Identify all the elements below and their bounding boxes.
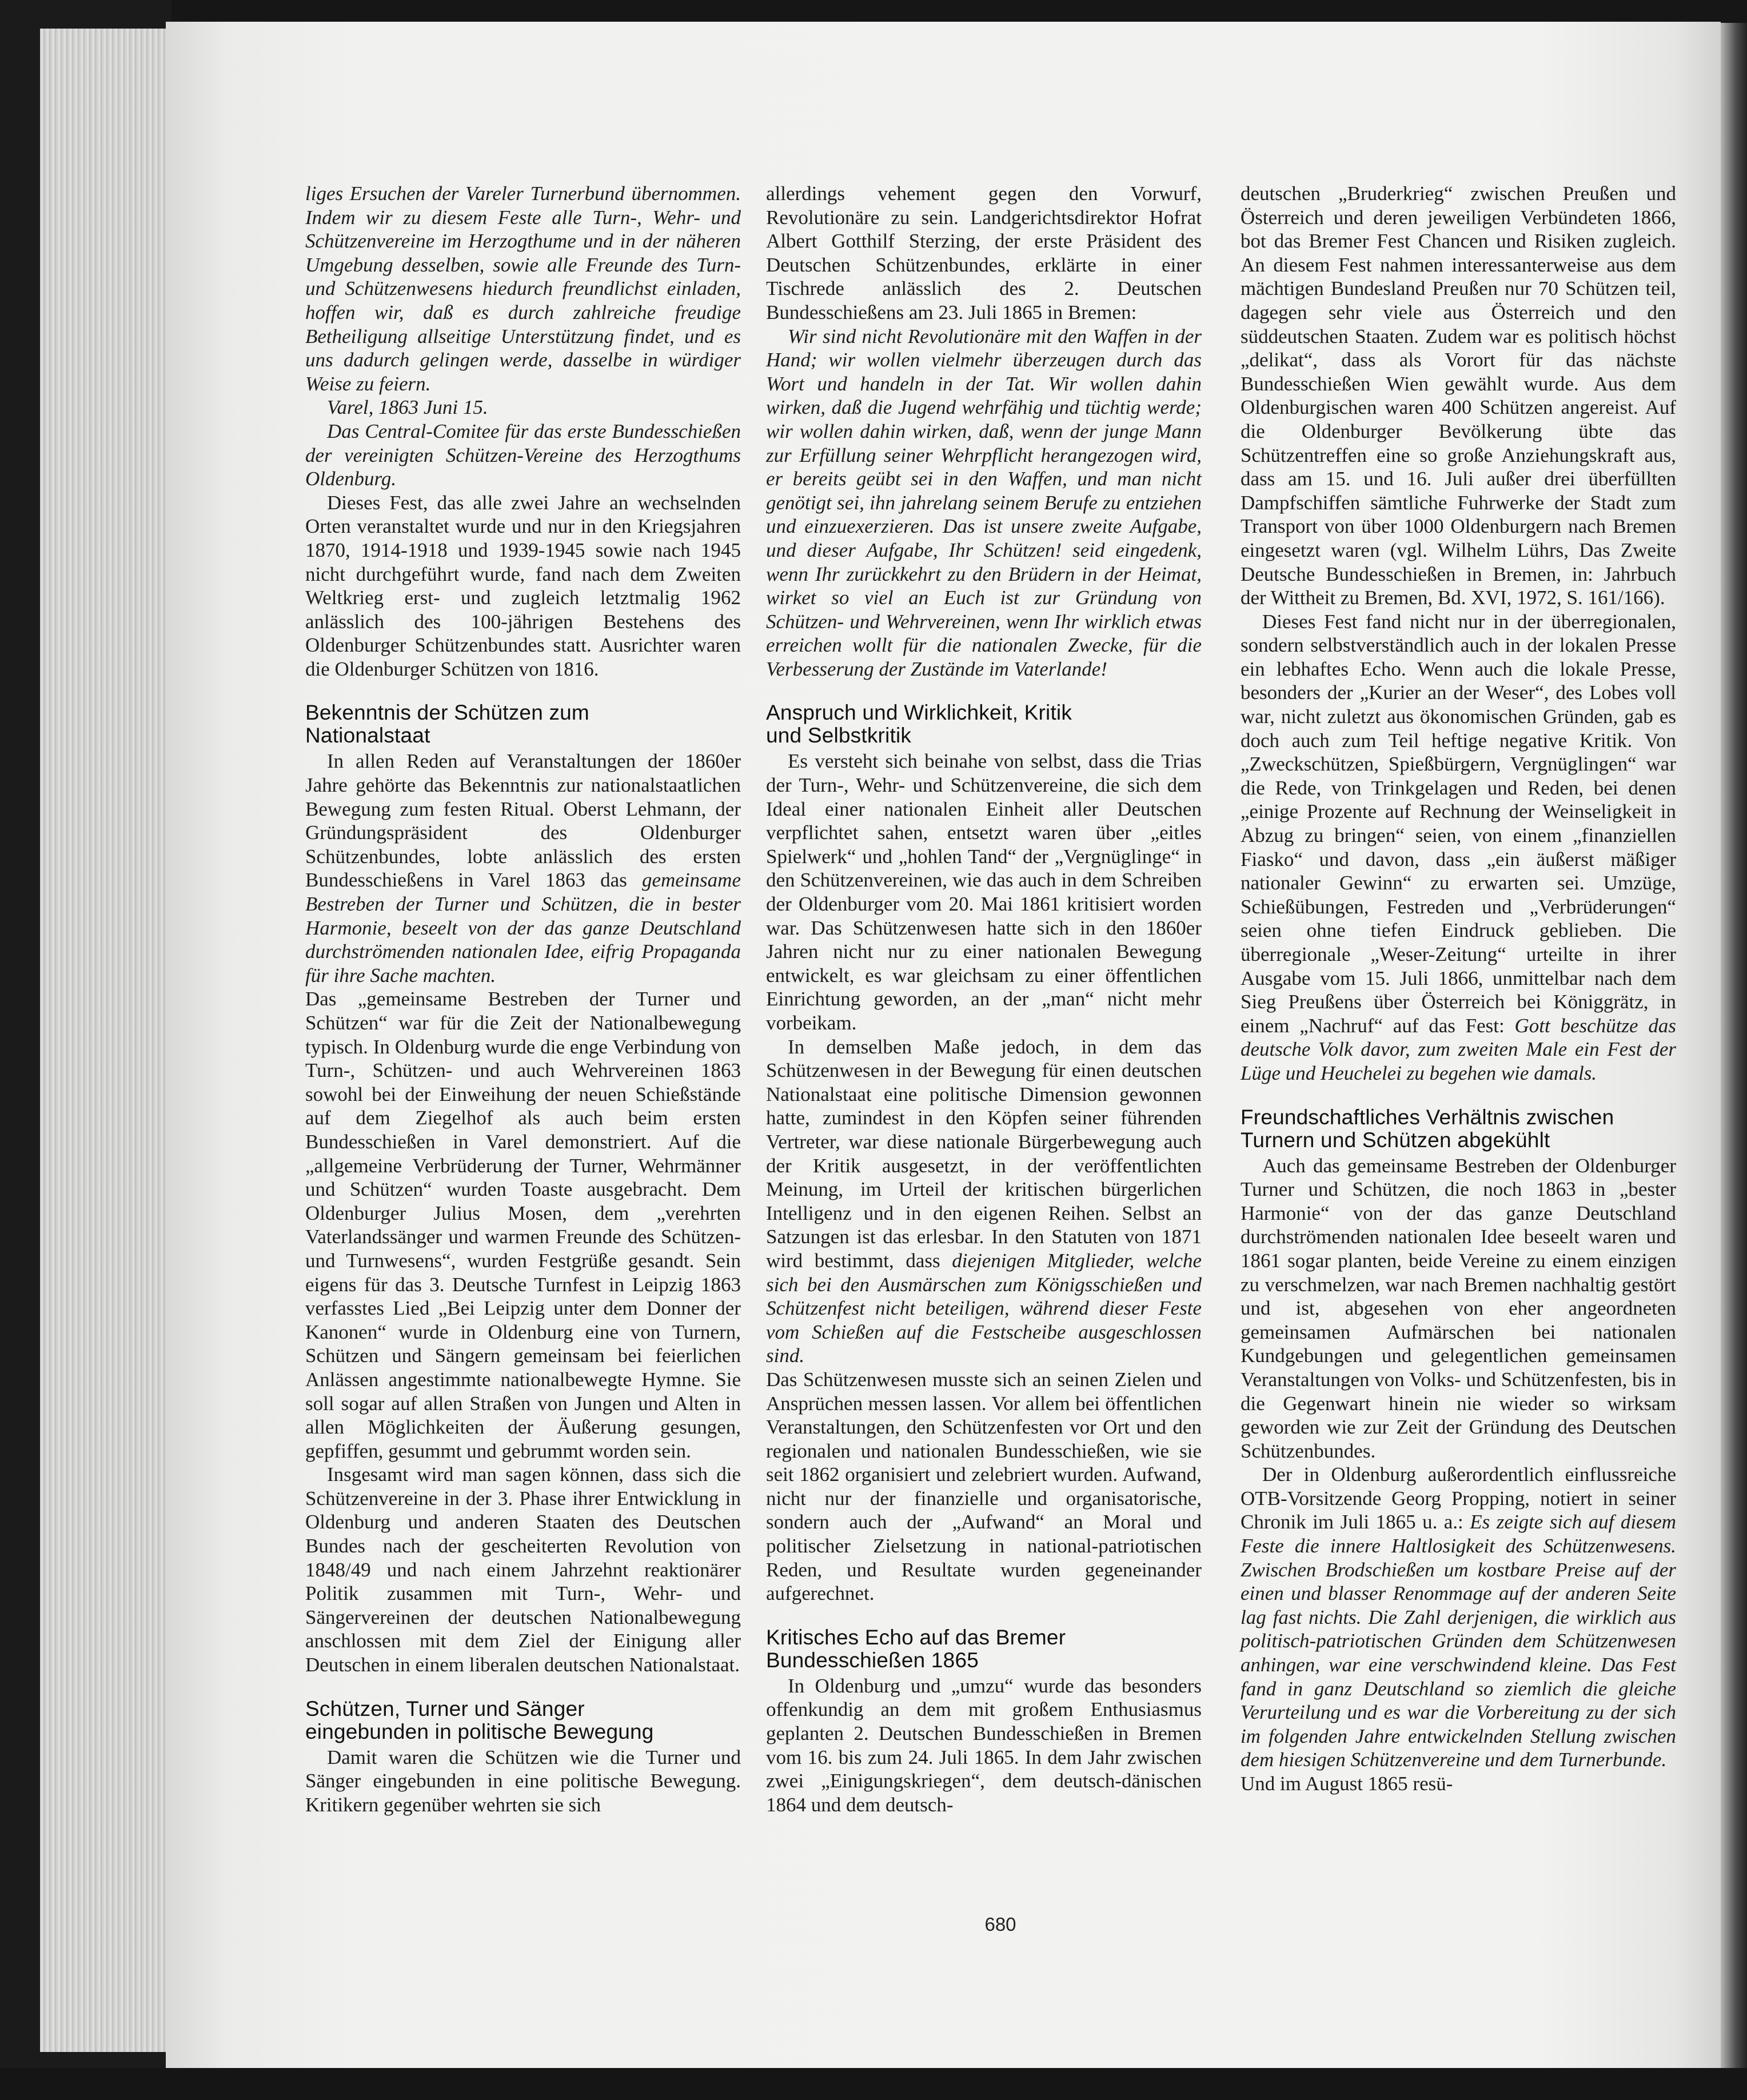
- heading-line: Anspruch und Wirklichkeit, Kritik: [766, 701, 1072, 725]
- paragraph: [1241, 1463, 1676, 1772]
- paragraph: [766, 1368, 1202, 1606]
- body-text: Auch das gemeinsame Bestreben der Oldenburger Turner und Schützen, die noch 1863 in „bester Harmonie“ von der das ganze Deutschland durchströmenden nationalen Idee beseelt waren und 1861 sogar planten, beide Vereine zu einem einzigen zu verschmelzen, war nach Bremen nachhaltig gestört und ist, abgesehen von eher angeordneten gemeinsamen Aufmärschen bei nationalen Kundgebungen und gelegentlichen gemeinsamen Veranstaltungen von Volks- und Schützenfesten, bis in die Gegenwart hinein nie wieder so wirksam geworden wie zur Zeit der Gründung des Deutschen Schützenbundes.: [1241, 1154, 1676, 1462]
- heading-line: und Selbstkritik: [766, 724, 912, 748]
- body-text: Und im August 1865 resü-: [1241, 1772, 1453, 1795]
- paragraph: [1241, 610, 1676, 1085]
- quote-text: Es zeigte sich auf diesem Feste die innere Haltlosigkeit des Schützenwesens. Zwischen Brodschießen um kostbare Preise auf der einen und blasser Renommage auf der anderen Seite lag fast nichts. Die Zahl derjenigen, die wirklich aus politisch-patriotischen Gründen dem Schützenwesen anhingen, war eine verschwindend kleine. Das Fest fand in ganz Deutschland so ziemlich die gleiche Verurteilung und es war die Vorbereitung zu der sich im folgenden Jahre entwickelnden Stellung zwischen dem hiesigen Schützenvereine und dem Turnerbunde.: [1241, 1511, 1677, 1771]
- paragraph: [1241, 1772, 1676, 1796]
- column-right: [1241, 182, 1676, 1796]
- quote-text: gemeinsame Bestreben der Turner und Schützen, die in bester Harmonie, beseelt von der das ganze Deutschland durchströmenden nationalen Idee, eifrig Propaganda für ihre Sache machten.: [305, 869, 741, 987]
- paragraph: [1241, 1154, 1676, 1463]
- quote-text: Varel, 1863 Juni 15.: [327, 396, 488, 419]
- column-middle: [766, 182, 1202, 1816]
- heading-line: Nationalstaat: [305, 724, 430, 748]
- body-text: In demselben Maße jedoch, in dem das Schützenwesen in der Bewegung für einen deutschen Nationalstaat eine politische Dimension gewonnen hatte, zumindest in den Köpfen seiner führenden Vertreter, war diese nationale Bürgerbewegung auch der Kritik ausgesetzt, in der veröffentlichten Meinung, im Urteil der kritischen bürgerlichen Intelligenz und in den eigenen Reihen. Selbst an Satzungen ist das erlesbar. In den Statuten von 1871 wird bestimmt, dass: [766, 1035, 1202, 1272]
- bottom-shadow: [0, 2068, 1747, 2100]
- quote-text: Wir sind nicht Revolutionäre mit den Waffen in der Hand; wir wollen vielmehr überzeugen durch das Wort und handeln in der Tat. Wir wollen dahin wirken, daß die Jugend wehrfähig und tüchtig werde; wir wollen dahin wirken, daß, wenn der junge Mann zur Erfüllung seiner Wehrpflicht herangezogen wird, er bereits geübt sei in den Waffen, und man nicht genötigt sei, ihn jahrelang seinem Berufe zu entziehen und einzuexerzieren. Das ist unsere zweite Aufgabe, und dieser Aufgabe, Ihr Schützen! seid eingedenk, wenn Ihr zurückkehrt zu den Brüdern in der Heimat, wirket so viel an Euch ist zur Gründung von Schützen- und Wehrvereinen, wenn Ihr wirklich etwas erreichen wollt für die nationalen Zwecke, für die Verbesserung der Zustände im Vaterlande!: [766, 325, 1202, 680]
- heading-line: Freundschaftliches Verhältnis zwischen: [1241, 1105, 1614, 1129]
- heading-line: Kritisches Echo auf das Bremer: [766, 1625, 1066, 1649]
- paragraph: [766, 1035, 1202, 1368]
- body-text: Das „gemeinsame Bestreben der Turner und Schützen“ war für die Zeit der Nationalbewegung typisch. In Oldenburg wurde die enge Verbindung von Turn-, Schützen- und auch Wehrvereinen 1863 sowohl bei der Einweihung der neuen Schießstände auf dem Ziegelhof als auch beim ersten Bundesschießen in Varel demonstriert. Auf die „allgemeine Verbrüderung der Turner, Wehrmänner und Schützen“ wurden Toaste ausgebracht. Dem Oldenburger Julius Mosen, dem „verehrten Vaterlandssänger und warmen Freunde des Schützen- und Turnwesens“, wurden Festgrüße gesandt. Sein eigens für das 3. Deutsche Turnfest in Leipzig 1863 verfasstes Lied „Bei Leipzig unter dem Donner der Kanonen“ wurde in Oldenburg eine von Turnern, Schützen und Sängern gemeinsam bei feierlichen Anlässen angestimmte nationalbewegte Hymne. Sie soll sogar auf allen Straßen von Jungen und Alten in allen Möglichkeiten der Äußerung gesungen, gepfiffen, gesummt und gebrummt worden sein.: [305, 988, 741, 1462]
- paragraph: [766, 325, 1202, 681]
- section-heading: [1241, 1106, 1676, 1152]
- section-heading: [305, 1698, 741, 1743]
- paragraph: [305, 987, 741, 1463]
- top-shadow: [171, 0, 1747, 24]
- page-fold-edge: [1721, 23, 1747, 2100]
- paragraph: [766, 182, 1202, 325]
- body-text: Dieses Fest, das alle zwei Jahre an wechselnden Orten veranstaltet wurde und nur in den Kriegsjahren 1870, 1914-1918 und 1939-1945 sowie nach 1945 nicht durchgeführt wurde, fand nach dem Zweiten Weltkrieg erst- und zugleich letztmalig 1962 anlässlich des 100-jährigen Bestehens des Oldenburger Schützenbundes statt. Ausrichter waren die Oldenburger Schützen von 1816.: [305, 491, 741, 680]
- section-heading: [766, 1626, 1202, 1672]
- paragraph: [305, 1463, 741, 1676]
- column-left: [305, 182, 741, 1816]
- paragraph: [305, 182, 741, 396]
- paragraph: [305, 1746, 741, 1817]
- body-text: deutschen „Bruderkrieg“ zwischen Preußen und Österreich und deren jeweiligen Verbündeten 1866, bot das Bremer Fest Chancen und Risiken zugleich. An diesem Fest nahmen interessanterweise aus dem mächtigen Bundesland Preußen nur 70 Schützen teil, dagegen sehr viele aus Österreich und den süddeutschen Staaten. Zudem war es politisch höchst „delikat“, dass als Vorort für das nächste Bundesschießen Wien gewählt wurde. Aus dem Oldenburgischen waren 400 Schützen angereist. Auf die Oldenburger Bevölkerung übte das Schützentreffen eine so große Anziehungskraft aus, dass am 15. und 16. Juli außer drei überfüllten Dampfschiffen sämtliche Fuhrwerke der Stadt zum Transport von über 1000 Oldenburgern nach Bremen eingesetzt waren (vgl. Wilhelm Lührs, Das Zweite Deutsche Bundesschießen in Bremen, in: Jahrbuch der Wittheit zu Bremen, Bd. XVI, 1972, S. 161/166).: [1241, 182, 1676, 609]
- paragraph: [305, 749, 741, 987]
- body-text: Damit waren die Schützen wie die Turner und Sänger eingebunden in eine politische Bewegung. Kritikern gegenüber wehrten sie sich: [305, 1746, 741, 1816]
- heading-line: Turnern und Schützen abgekühlt: [1241, 1128, 1550, 1152]
- section-heading: [305, 701, 741, 747]
- paragraph: [305, 420, 741, 491]
- heading-line: Bekenntnis der Schützen zum: [305, 701, 589, 725]
- body-text: Der in Oldenburg außerordentlich einflussreiche OTB-Vorsitzende Georg Propping, notiert in seiner Chronik im Juli 1865 u. a.:: [1241, 1463, 1676, 1534]
- body-text: In Oldenburg und „umzu“ wurde das besonders offenkundig an dem mit großem Enthusiasmus geplanten 2. Deutschen Bundesschießen in Bremen vom 16. bis zum 24. Juli 1865. In dem Jahr zwischen zwei „Einigungskriegen“, dem deutsch-dänischen 1864 und dem deutsch-: [766, 1674, 1202, 1816]
- paragraph: [766, 1674, 1202, 1817]
- body-text: Insgesamt wird man sagen können, dass sich die Schützenvereine in der 3. Phase ihrer Entwicklung in Oldenburg und anderen Staaten des Deutschen Bundes nach der gescheiterten Revolution von 1848/49 und nach einem Jahrzehnt reaktionärer Politik zusammen mit Turn-, Wehr- und Sängervereinen der deutschen Nationalbewegung anschlossen mit dem Ziel der Einigung aller Deutschen in einem liberalen deutschen Nationalstaat.: [305, 1463, 741, 1676]
- body-text: Dieses Fest fand nicht nur in der überregionalen, sondern selbstverständlich auch in der lokalen Presse ein lebhaftes Echo. Wenn auch die lokale Presse, besonders der „Kurier an der Weser“, des Lobes voll war, nicht zuletzt aus ökonomischen Gründen, gab es doch auch zum Teil heftige negative Kritik. Von „Zweckschützen, Spießbürgern, Vergnüglingen“ war die Rede, von Trinkgelagen und Reden, bei denen „einige Prozente auf Rechnung der Weinseligkeit in Abzug zu bringen“ seien, von einem „finanziellen Fiasko“ und davon, dass „ein äußerst mäßiger nationaler Gewinn“ zu erwarten sei. Umzüge, Schießübungen, Festreden und „Verbrüderungen“ seien ohne tiefen Eindruck geblieben. Die überregionale „Weser-Zeitung“ urteilte in ihrer Ausgabe vom 15. Juli 1866, unmittelbar nach dem Sieg Preußens über Österreich bei Königgrätz, in einem „Nachruf“ auf das Fest:: [1241, 610, 1676, 1037]
- body-text: Es versteht sich beinahe von selbst, dass die Trias der Turn-, Wehr- und Schützenvereine, die sich dem Ideal einer nationalen Einheit aller Deutschen verpflichtet sahen, entsetzt waren über „eitles Spielwerk“ und „hohlen Tand“ der „Vergnüglinge“ in den Schützenvereinen, wie das auch in dem Schreiben der Oldenburger vom 20. Mai 1861 kritisiert worden war. Das Schützenwesen hatte sich in den 1860er Jahren nicht nur zu einer nationalen Bewegung entwickelt, es war gleichsam zu einer öffentlichen Einrichtung geworden, an der „man“ nicht mehr vorbeikam.: [766, 750, 1202, 1034]
- quote-text: diejenigen Mitglieder, welche sich bei den Ausmärschen zum Königsschießen und Schützenfest nicht beteiligen, während dieser Feste vom Schießen auf die Festscheibe ausgeschlossen sind.: [766, 1249, 1202, 1367]
- paragraph: [766, 749, 1202, 1035]
- quote-text: liges Ersuchen der Vareler Turnerbund übernommen. Indem wir zu diesem Feste alle Turn-, Wehr- und Schützenvereine im Herzogthume und in der näheren Umgebung desselben, sowie alle Freunde des Turn- und Schützenwesens hiedurch freundlichst einladen, hoffen wir, daß es durch zahlreiche freudige Betheiligung allseitige Unterstützung findet, und es uns dadurch gelingen werde, dasselbe in würdiger Weise zu feiern.: [305, 182, 741, 395]
- heading-line: eingebunden in politische Bewegung: [305, 1719, 654, 1743]
- section-heading: [766, 701, 1202, 747]
- heading-line: Bundesschießen 1865: [766, 1648, 979, 1672]
- paragraph: [305, 491, 741, 681]
- body-text: Das Schützenwesen musste sich an seinen Zielen und Ansprüchen messen lassen. Vor allem bei öffentlichen Veranstaltungen, den Schützenfesten vor Ort und den regionalen und nationalen Bundesschießen, wie sie seit 1862 organisiert und zelebriert wurden. Aufwand, nicht nur der finanzielle und organisatorische, sondern auch der „Aufwand“ an Moral und politischer Zielsetzung in national-patriotischen Reden, und Resultate wurden gegeneinander aufgerechnet.: [766, 1368, 1202, 1605]
- page-stack-edge: [40, 29, 171, 2052]
- paragraph: [1241, 182, 1676, 610]
- body-text: In allen Reden auf Veranstaltungen der 1860er Jahre gehörte das Bekenntnis zur nationalstaatlichen Bewegung zum festen Ritual. Oberst Lehmann, der Gründungspräsident des Oldenburger Schützenbundes, lobte anlässlich des ersten Bundesschießens in Varel 1863 das: [305, 750, 741, 892]
- page-number: 680: [984, 1914, 1016, 1935]
- paragraph: [305, 396, 741, 420]
- heading-line: Schützen, Turner und Sänger: [305, 1696, 585, 1720]
- body-text: allerdings vehement gegen den Vorwurf, Revolutionäre zu sein. Landgerichtsdirektor Hofrat Albert Gotthilf Sterzing, der erste Präsident des Deutschen Schützenbundes, erklärte in einer Tischrede anlässlich des 2. Deutschen Bundesschießens am 23. Juli 1865 in Bremen:: [766, 182, 1202, 324]
- quote-text: Das Central-Comitee für das erste Bundesschießen der vereinigten Schützen-Vereine des Herzogthums Oldenburg.: [305, 420, 741, 490]
- quote-text: Gott beschütze das deutsche Volk davor, zum zweiten Male ein Fest der Lüge und Heuchelei zu begehen wie damals.: [1241, 1014, 1676, 1084]
